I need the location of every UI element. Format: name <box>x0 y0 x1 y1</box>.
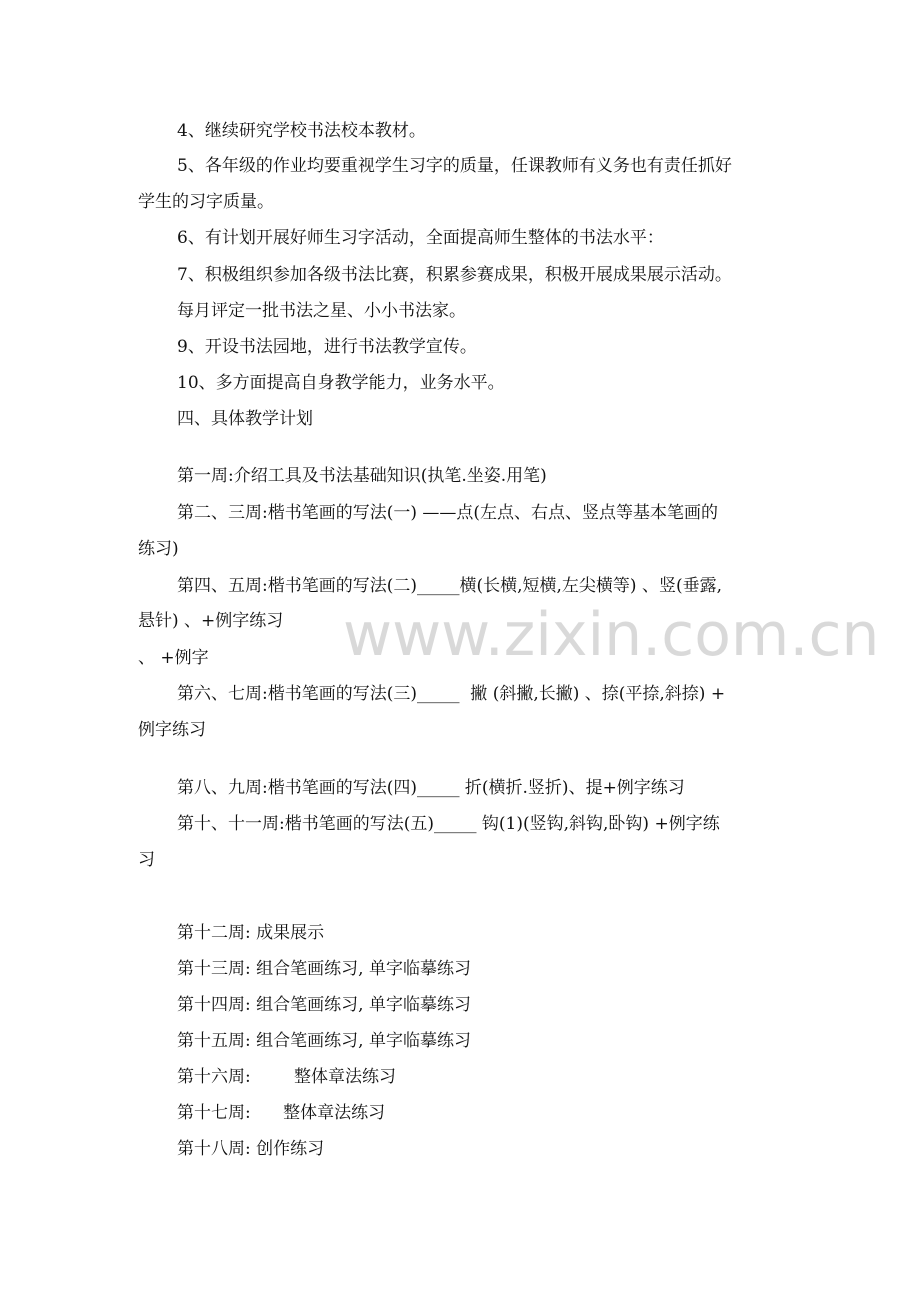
text-line: 10、多方面提高自身教学能力，业务水平。 <box>177 373 505 393</box>
text-line: 6、有计划开展好师生习字活动，全面提高师生整体的书法水平： <box>177 228 664 248</box>
text-line: 第二、三周:楷书笔画的写法(一) ——点(左点、右点、竖点等基本笔画的 <box>177 503 719 523</box>
text-line: 练习) <box>138 539 179 559</box>
text-line: 7、积极组织参加各级书法比赛，积累参赛成果，积极开展成果展示活动。 <box>177 265 732 285</box>
text-line: 4、继续研究学校书法校本教材。 <box>177 121 426 141</box>
text-line: 第一周:介绍工具及书法基础知识(执笔.坐姿.用笔) <box>177 466 547 486</box>
text-line: 第六、七周:楷书笔画的写法(三)_____ 撇 (斜撇,长撇) 、捺(平捺,斜捺) + <box>177 684 726 704</box>
text-line: 第四、五周:楷书笔画的写法(二)_____横(长横,短横,左尖横等) 、竖(垂露, <box>177 576 723 596</box>
section-heading: 四、具体教学计划 <box>177 409 313 429</box>
text-line: 第十四周: 组合笔画练习, 单字临摹练习 <box>177 995 471 1015</box>
text-line: 5、各年级的作业均要重视学生习字的质量，任课教师有义务也有责任抓好 <box>177 156 732 176</box>
text-line: 第十、十一周:楷书笔画的写法(五)_____ 钩(1)(竖钩,斜钩,卧钩) +例字练 <box>177 814 720 834</box>
text-line: 例字练习 <box>138 720 206 740</box>
text-line: 第十七周: 整体章法练习 <box>177 1103 386 1123</box>
text-line: 第八、九周:楷书笔画的写法(四)_____ 折(横折.竖折)、提+例字练习 <box>177 778 685 798</box>
text-line: 第十五周: 组合笔画练习, 单字临摹练习 <box>177 1031 471 1051</box>
text-line: 第十二周: 成果展示 <box>177 923 325 943</box>
watermark: www.zixin.com.cn <box>343 600 880 670</box>
text-line: 、 +例字 <box>138 648 209 668</box>
text-line: 每月评定一批书法之星、小小书法家。 <box>177 301 466 321</box>
text-line: 第十三周: 组合笔画练习, 单字临摹练习 <box>177 959 471 979</box>
text-line: 习 <box>138 850 155 870</box>
text-line: 悬针) 、+例字练习 <box>138 611 284 631</box>
text-line: 9、开设书法园地，进行书法教学宣传。 <box>177 337 477 357</box>
text-line: 第十六周: 整体章法练习 <box>177 1067 396 1087</box>
text-line: 第十八周: 创作练习 <box>177 1139 325 1159</box>
text-line: 学生的习字质量。 <box>138 192 274 212</box>
